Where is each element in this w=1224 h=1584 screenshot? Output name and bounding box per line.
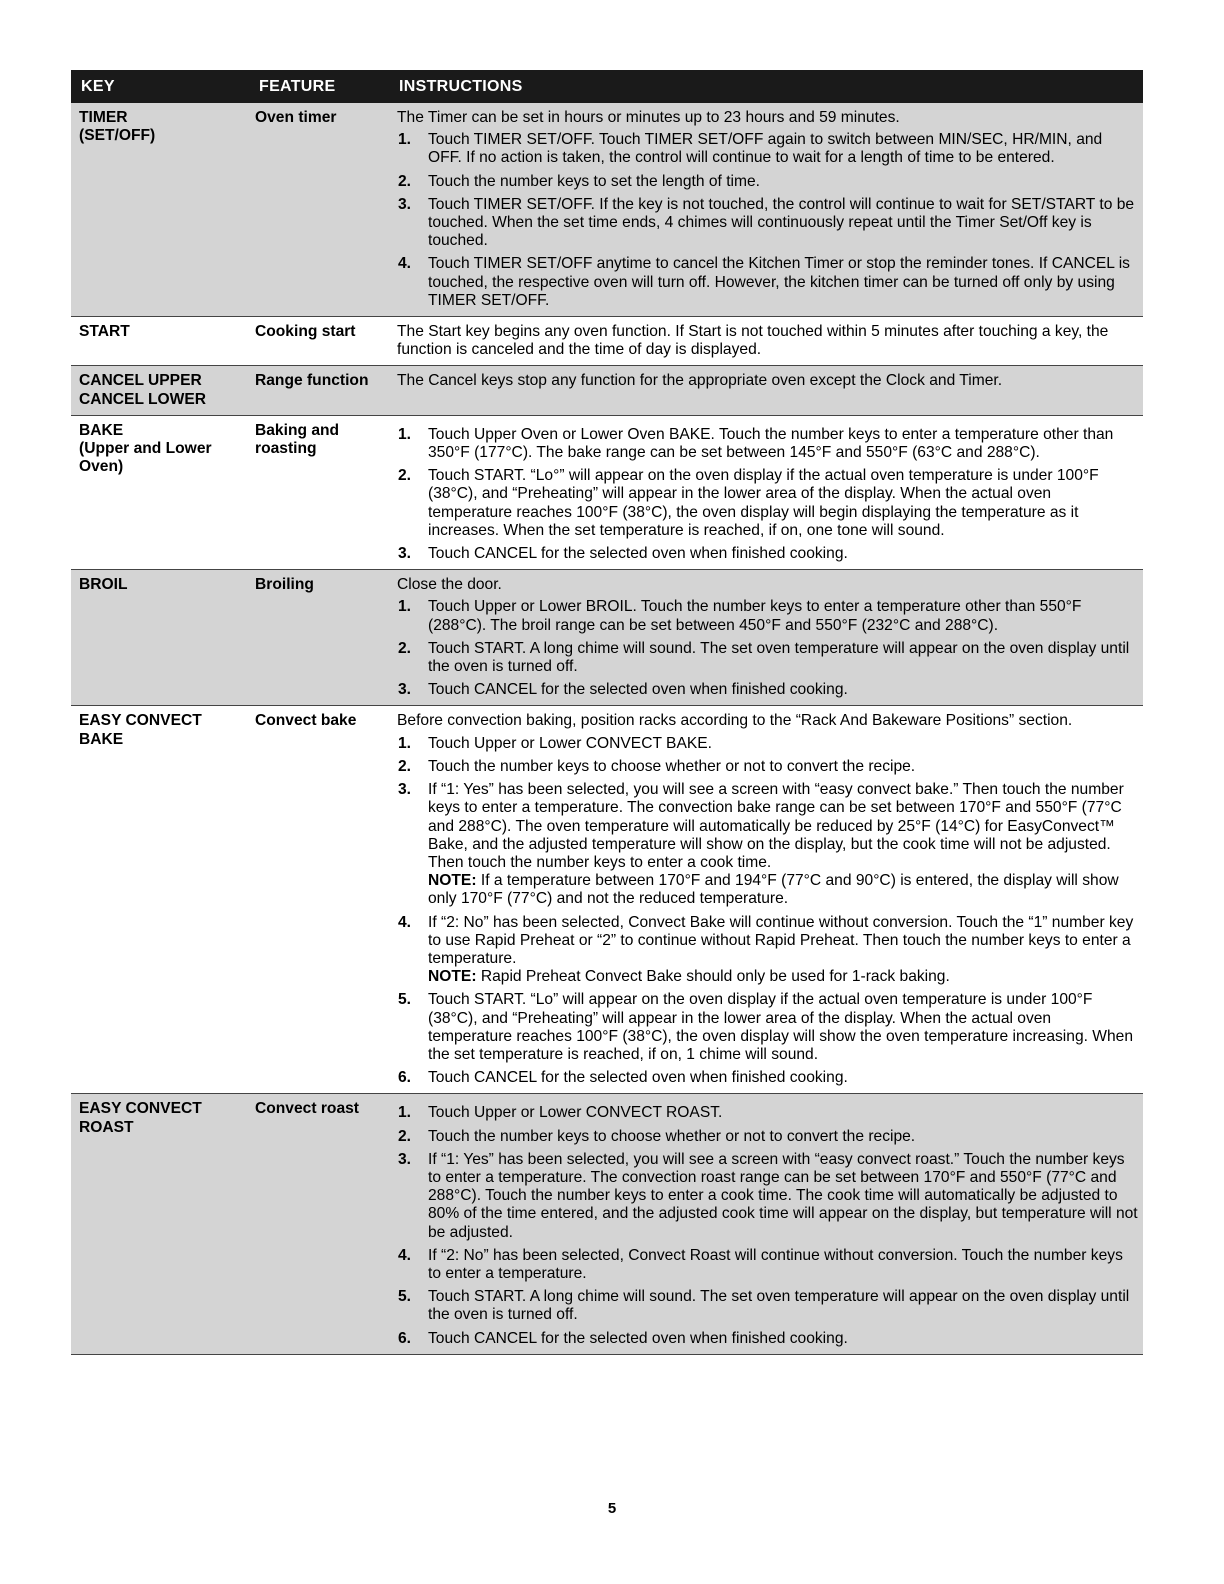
step-number: 2. [398,467,412,485]
list-item [397,255,1139,310]
step-number: 4. [398,1246,412,1264]
key-label-line: EASY CONVECT [79,1100,202,1118]
step-text: Touch Upper or Lower BROIL. Touch the number keys to enter a temperature other than 550°F (288°C). The broil range can be set between 450°F and 550°F (232°C and 288°C). [428,598,1082,634]
step-text: Touch TIMER SET/OFF anytime to cancel the Kitchen Timer or stop the reminder tones. If CANCEL is touched, the respective oven will turn off. However, the kitchen timer can be turned off only by using TIMER SET/OFF. [428,255,1130,309]
oven-controls-table [71,70,1143,1355]
list-item [397,758,1139,776]
key-label-line: (Upper and Lower [79,440,212,458]
feature-cell: Range function [249,366,389,415]
controls-table-page [71,70,1143,1355]
step-text: Touch START. A long chime will sound. The set oven temperature will appear on the oven display until the oven is turned off. [428,1288,1130,1324]
instructions-cell [389,317,1143,366]
instruction-intro: The Start key begins any oven function. If Start is not touched within 5 minutes after touching a key, the function is canceled and the time of day is displayed. [397,323,1109,359]
note-label: NOTE: [428,872,477,890]
list-item [397,545,1139,563]
key-label-line: Oven) [79,458,124,476]
list-item [397,681,1139,699]
step-text: If “1: Yes” has been selected, you will see a screen with “easy convect roast.” Touch the number keys to enter a temperature. The convection roast range can be set between 170°F and 550°F (77°C and 288°C). Touch the number keys to enter a cook time. The cook time will automatically be adjusted to 80% of the time entered, and the adjusted cook time will appear on the display, but temperature will not be adjusted. [428,1150,1138,1241]
list-item [397,781,1139,908]
step-text: Touch the number keys to choose whether or not to convert the recipe. [428,757,916,775]
step-list [397,426,1139,563]
step-text: Touch Upper Oven or Lower Oven BAKE. Touch the number keys to enter a temperature other than 350°F (177°C). The bake range can be set between 145°F and 550°F (63°C and 288°C). [428,425,1114,462]
step-number: 6. [398,1329,412,1347]
key-cell [71,570,249,706]
list-item [397,467,1139,540]
step-list [397,735,1139,1088]
key-label-line: CANCEL UPPER [79,372,202,390]
key-label-line: START [79,323,130,341]
feature-cell: Convect roast [249,1094,389,1354]
key-label-line: BAKE [79,730,124,748]
step-number: 1. [398,131,412,149]
step-text: If “2: No” has been selected, Convect Roast will continue without conversion. Touch the number keys to enter a temperature. [428,1246,1123,1282]
note-body: Rapid Preheat Convect Bake should only be used for 1-rack baking. [480,968,950,986]
key-label-line: BROIL [79,576,128,594]
list-item [397,1288,1139,1324]
step-list [397,1104,1139,1347]
step-number: 1. [398,598,412,616]
step-number: 2. [398,172,412,190]
step-text: Touch Upper or Lower CONVECT BAKE. [428,734,712,752]
table-row-start [71,317,1143,366]
list-item [397,173,1139,191]
key-cell [71,366,249,415]
table-row-timer [71,103,1143,317]
note-label: NOTE: [428,968,477,986]
instructions-cell [389,570,1143,706]
list-item [397,1069,1139,1087]
step-text: Touch TIMER SET/OFF. If the key is not touched, the control will continue to wait for SET/START to be touched. When the set time ends, 4 chimes will continuously repeat until the Timer Set/Off key is touched. [428,195,1135,250]
step-text: Touch START. A long chime will sound. The set oven temperature will appear on the oven display until the oven is turned off. [428,639,1130,676]
step-text: If “1: Yes” has been selected, you will see a screen with “easy convect bake.” Then touch the number keys to enter a temperature. The convection bake range can be set between 170°F and 550°F (77°C and 288°C). The oven temperature will automatically be reduced by 25°F (14°C) for EasyConvect™ Bake, and the adjusted temperature will show on the display, but the cook time will not be adjusted. Then touch the number keys to enter a cook time. [428,781,1124,871]
instruction-intro: The Cancel keys stop any function for the appropriate oven except the Clock and Timer. [397,372,1003,390]
key-label-line: EASY CONVECT [79,712,202,730]
list-item [397,1247,1139,1283]
step-text: If “2: No” has been selected, Convect Bake will continue without conversion. Touch the “1” number key to use Rapid Preheat or “2” to continue without Rapid Preheat. Then touch the number keys to enter a temperature. [428,913,1134,967]
instructions-cell [389,706,1143,1094]
key-label-line: CANCEL LOWER [79,390,207,408]
step-text: Touch START. “Lo°” will appear on the oven display if the actual oven temperature is under 100°F (38°C), and “Preheating” will appear in the lower area of the display. When the actual oven temperature reaches 100°F (38°C), the oven display will begin displaying the temperature as it increases. When the set temperature is reached, if on, one tone will sound. [428,467,1099,539]
step-list [397,131,1139,310]
key-label-line: BAKE [79,421,124,439]
page-number: 5 [607,1500,617,1517]
step-text: Touch the number keys to choose whether or not to convert the recipe. [428,1127,916,1145]
table-row-convect-bake [71,706,1143,1094]
feature-cell: Cooking start [255,323,356,341]
step-number: 5. [398,991,412,1009]
list-item [397,1104,1139,1122]
instruction-intro: Before convection baking, position racks according to the “Rack And Bakeware Positions” section. [397,712,1073,730]
step-number: 2. [398,639,412,657]
feature-cell: Convect bake [255,712,357,730]
instruction-intro: The Timer can be set in hours or minutes up to 23 hours and 59 minutes. [397,109,900,126]
step-number: 1. [398,734,412,752]
feature-cell: Oven timer [249,103,389,317]
step-number: 2. [398,1127,412,1145]
list-item [397,991,1139,1064]
step-text: Touch Upper or Lower CONVECT ROAST. [428,1104,723,1122]
header-instructions: INSTRUCTIONS [389,70,1143,103]
step-number: 3. [398,1150,412,1168]
step-number: 3. [398,681,412,699]
step-number: 3. [398,195,412,213]
key-cell [71,1094,249,1354]
list-item [397,735,1139,753]
step-number: 5. [398,1288,412,1306]
list-item [397,598,1139,634]
step-text: Touch the number keys to set the length of time. [428,172,760,190]
instructions-cell [389,415,1143,569]
list-item [397,640,1139,676]
header-key: KEY [71,70,249,103]
step-text: Touch CANCEL for the selected oven when finished cooking. [428,1069,848,1087]
step-text: Touch START. “Lo” will appear on the oven display if the actual oven temperature is under 100°F (38°C), and “Preheating” will appear in the lower area of the display. When the actual oven temperature reaches 100°F (38°C), the oven display will show the oven temperature increasing. When the set temperature is reached, if on, 1 chime will sound. [428,991,1134,1063]
step-text: Touch CANCEL for the selected oven when finished cooking. [428,681,848,699]
table-row-broil [71,570,1143,706]
list-item [397,1151,1139,1242]
list-item [397,426,1139,462]
table-row-cancel [71,366,1143,415]
step-number: 4. [398,913,412,931]
table-row-convect-roast [71,1094,1143,1354]
key-label-line: (SET/OFF) [79,127,156,145]
note-text [428,968,1139,986]
table-row-bake [71,415,1143,569]
list-item [397,914,1139,987]
list-item [397,1330,1139,1348]
step-number: 1. [398,425,412,443]
step-number: 3. [398,545,412,563]
key-label-line: ROAST [79,1118,134,1136]
feature-cell: Baking and roasting [255,421,340,458]
key-cell [71,706,249,1094]
step-number: 3. [398,781,412,799]
instructions-cell [389,1094,1143,1354]
step-number: 6. [398,1069,412,1087]
instructions-cell [389,366,1143,415]
feature-cell: Broiling [249,570,389,706]
key-cell [71,317,249,366]
instruction-intro: Close the door. [397,576,502,594]
step-text: Touch CANCEL for the selected oven when finished cooking. [428,1329,848,1347]
list-item [397,1128,1139,1146]
header-feature: FEATURE [249,70,389,103]
instructions-cell [389,103,1143,317]
key-cell [71,103,249,317]
step-number: 4. [398,255,412,273]
note-text [428,872,1139,908]
key-cell [71,415,249,569]
step-number: 1. [398,1104,412,1122]
list-item [397,196,1139,251]
table-header-row [71,70,1143,103]
step-text: Touch CANCEL for the selected oven when finished cooking. [428,545,848,563]
step-list [397,598,1139,699]
key-label-line: TIMER [79,109,128,126]
step-number: 2. [398,757,412,775]
list-item [397,131,1139,167]
step-text: Touch TIMER SET/OFF. Touch TIMER SET/OFF again to switch between MIN/SEC, HR/MIN, and OFF. If no action is taken, the control will continue to wait for a length of time to be entered. [428,131,1103,167]
note-body: If a temperature between 170°F and 194°F (77°C and 90°C) is entered, the display will show only 170°F (77°C) and not the reduced temperature. [428,872,1119,908]
